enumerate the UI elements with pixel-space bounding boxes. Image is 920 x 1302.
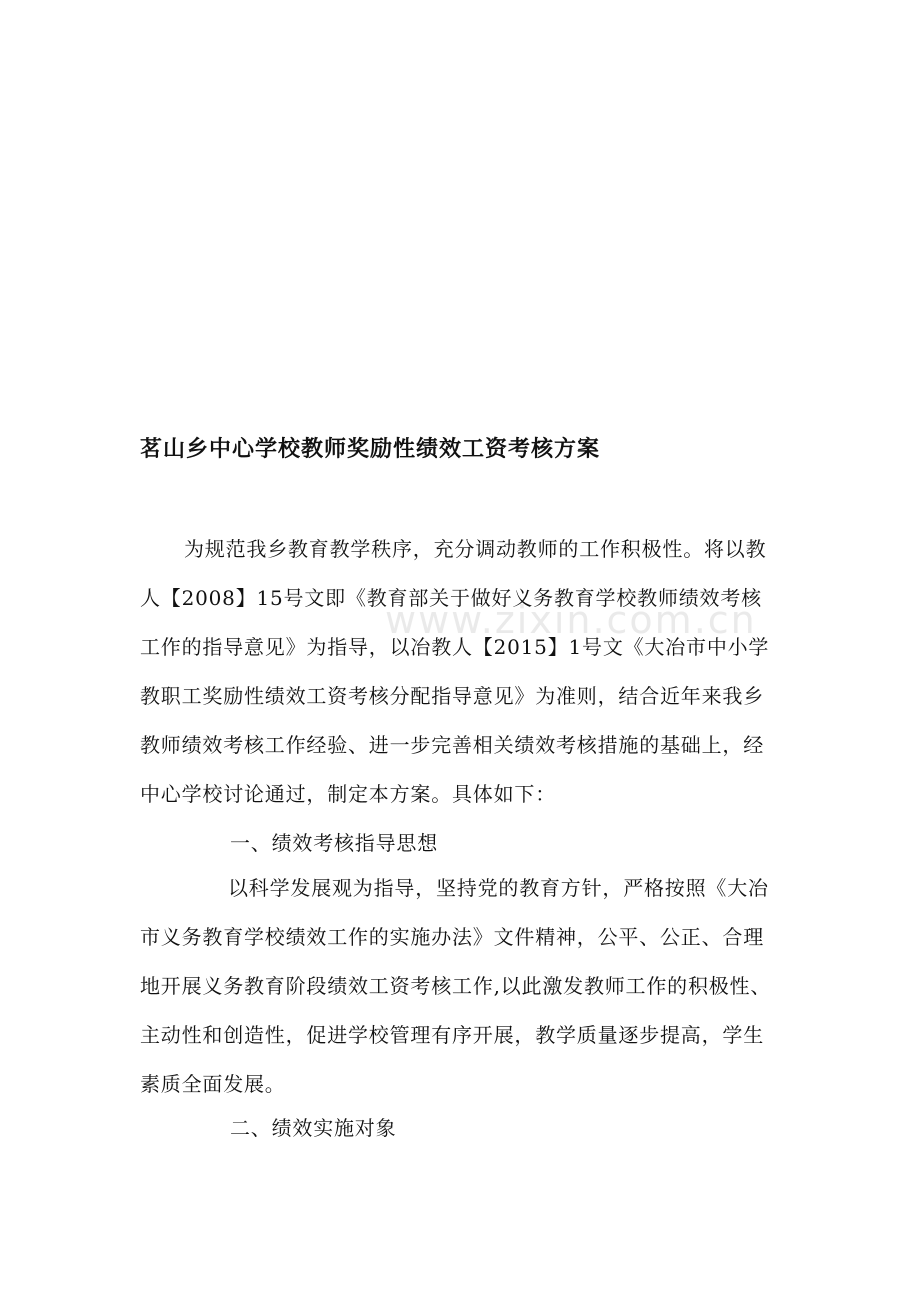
watermark-text: www.zixin.com.cn [385, 598, 757, 642]
section-heading-guiding-ideology: 一、绩效考核指导思想 [230, 831, 438, 855]
paragraph-line: 市义务教育学校绩效工作的实施办法》文件精神，公平、公正、合理 [140, 925, 764, 949]
guiding-ideology-paragraph [140, 864, 790, 1109]
paragraph-line: 素质全面发展。 [140, 1072, 286, 1096]
paragraph-line: 主动性和创造性，促进学校管理有序开展，教学质量逐步提高，学生 [140, 1023, 764, 1047]
paragraph-line: 地开展义务教育阶段绩效工资考核工作,以此激发教师工作的积极性、 [140, 974, 772, 998]
paragraph-line: 以科学发展观为指导，坚持党的教育方针，严格按照《大冶 [228, 876, 769, 900]
paragraph-line: 工作的指导意见》为指导，以冶教人【2015】1号文《大冶市中小学 [140, 635, 770, 659]
paragraph-line: 中心学校讨论通过，制定本方案。具体如下： [140, 782, 556, 806]
paragraph-line: 为规范我乡教育教学秩序，充分调动教师的工作积极性。将以教 [184, 537, 767, 561]
paragraph-line: 人【2008】15号文即《教育部关于做好义务教育学校教师绩效考核 [140, 586, 762, 610]
section-heading-implementation-target: 二、绩效实施对象 [230, 1116, 397, 1140]
intro-paragraph [140, 525, 790, 819]
paragraph-line: 教师绩效考核工作经验、进一步完善相关绩效考核措施的基础上，经 [140, 733, 764, 757]
document-title: 茗山乡中心学校教师奖励性绩效工资考核方案 [140, 437, 601, 462]
paragraph-line: 教职工奖励性绩效工资考核分配指导意见》为准则，结合近年来我乡 [140, 684, 764, 708]
